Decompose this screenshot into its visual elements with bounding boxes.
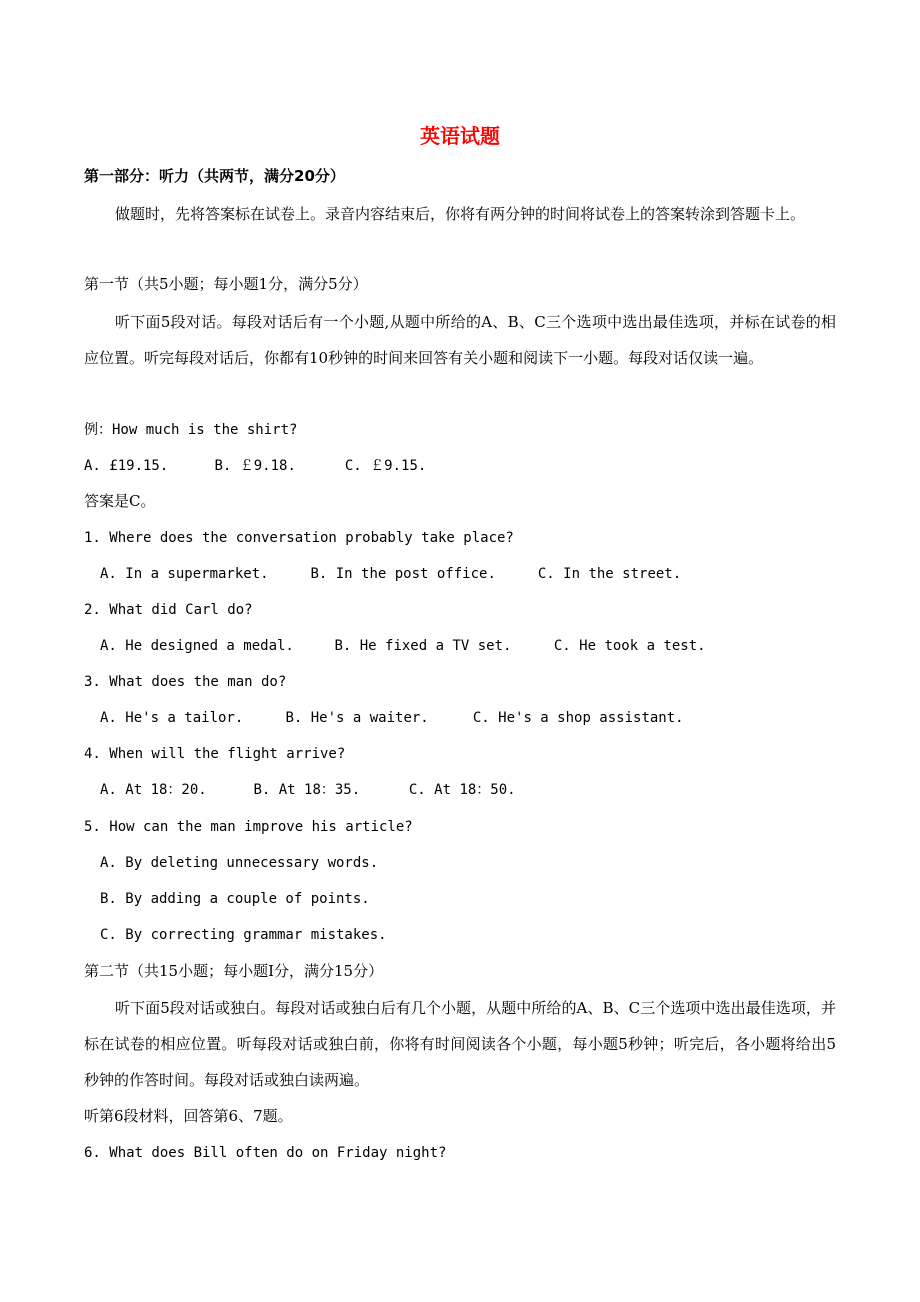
question-6: 6. What does Bill often do on Friday night? bbox=[84, 1145, 447, 1161]
q4-option-a: A. At 18：20. bbox=[100, 782, 207, 798]
example-answer: 答案是C。 bbox=[84, 492, 156, 510]
q2-option-b: B. He fixed a TV set. bbox=[334, 638, 512, 654]
question-2-options bbox=[100, 636, 706, 656]
example-option-c: C. ￡9.15. bbox=[344, 458, 427, 474]
q3-option-a: A. He's a tailor. bbox=[100, 710, 244, 726]
q5-option-b: B. By adding a couple of points. bbox=[100, 891, 370, 907]
question-4: 4. When will the flight arrive? bbox=[84, 746, 346, 762]
q4-option-c: C. At 18：50. bbox=[408, 782, 516, 798]
question-1-options bbox=[100, 564, 681, 584]
question-4-options bbox=[100, 780, 516, 800]
q5-option-c: C. By correcting grammar mistakes. bbox=[100, 927, 387, 943]
question-1: 1. Where does the conversation probably take place? bbox=[84, 530, 514, 546]
section1-instructions: 听下面5段对话。每段对话后有一个小题,从题中所给的A、B、C三个选项中选出最佳选项，并标在试卷的相应位置。听完每段对话后，你都有10秒钟的时间来回答有关小题和阅读下一小题。每段对话仅读一遍。 bbox=[84, 313, 836, 367]
q4-option-b: B. At 18：35. bbox=[253, 782, 361, 798]
example-option-b: B. ￡9.18. bbox=[214, 458, 296, 474]
question-3: 3. What does the man do? bbox=[84, 674, 287, 690]
q1-option-b: B. In the post office. bbox=[310, 566, 496, 582]
section2-material-note: 听第6段材料，回答第6、7题。 bbox=[84, 1107, 293, 1125]
q2-option-a: A. He designed a medal. bbox=[100, 638, 294, 654]
example-options bbox=[84, 456, 426, 476]
section2-heading: 第二节（共15小题；每小题I分，满分15分） bbox=[84, 962, 384, 980]
page-title: 英语试题 bbox=[420, 124, 500, 148]
section2-instructions: 听下面5段对话或独白。每段对话或独白后有几个小题，从题中所给的A、B、C三个选项中选出最佳选项，并标在试卷的相应位置。听每段对话或独白前，你将有时间阅读各个小题，每小题5秒钟；听完后，各小题将给出5秒钟的作答时间。每段对话或独白读两遍。 bbox=[84, 999, 836, 1089]
question-2: 2. What did Carl do? bbox=[84, 602, 253, 618]
q3-option-c: C. He's a shop assistant. bbox=[472, 710, 684, 726]
q1-option-a: A. In a supermarket. bbox=[100, 566, 269, 582]
q2-option-c: C. He took a test. bbox=[553, 638, 706, 654]
part1-intro: 做题时，先将答案标在试卷上。录音内容结束后，你将有两分钟的时间将试卷上的答案转涂到答题卡上。 bbox=[115, 205, 806, 223]
example-option-a: A. £19.15. bbox=[84, 458, 169, 474]
question-5: 5. How can the man improve his article? bbox=[84, 819, 413, 835]
section1-heading: 第一节（共5小题；每小题1分，满分5分） bbox=[84, 275, 368, 293]
q5-option-a: A. By deleting unnecessary words. bbox=[100, 855, 379, 871]
part1-heading: 第一部分：听力（共两节，满分20分） bbox=[84, 167, 345, 185]
q3-option-b: B. He's a waiter. bbox=[285, 710, 429, 726]
q1-option-c: C. In the street. bbox=[537, 566, 682, 582]
question-3-options bbox=[100, 708, 684, 728]
example-question: 例：How much is the shirt? bbox=[84, 422, 298, 438]
